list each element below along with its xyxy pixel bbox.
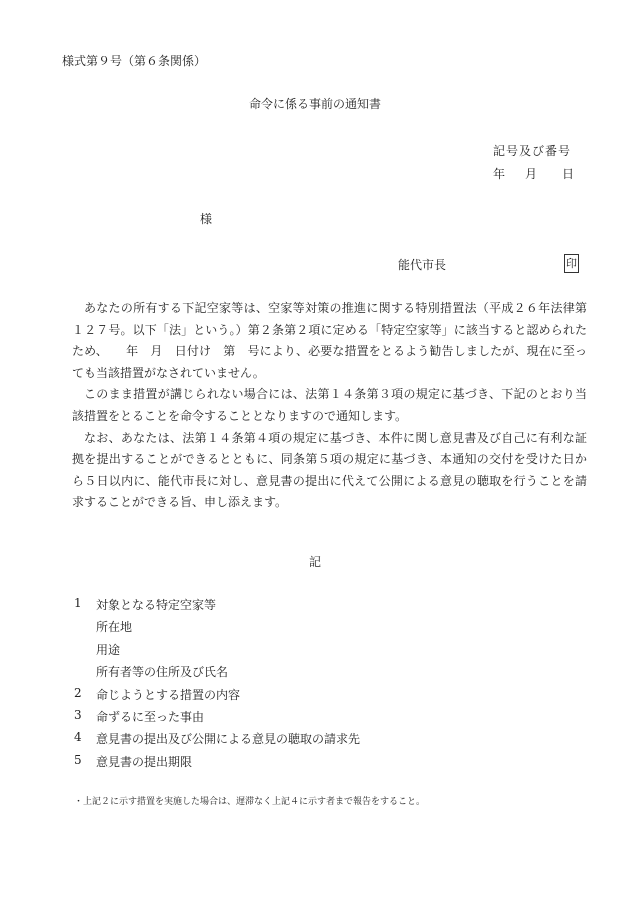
item-label: 対象となる特定空家等	[96, 598, 217, 612]
sender-name: 能代市長	[398, 258, 447, 272]
subitem-usage: 用途	[96, 642, 121, 657]
body-paragraph-2: このまま措置が講じられない場合には、法第１４条第３項の規定に基づき、下記のとおり当該措置をとることを命令することとなりますので通知します。	[72, 387, 587, 423]
list-item	[74, 596, 360, 618]
item-label: 意見書の提出及び公開による意見の聴取の請求先	[96, 732, 361, 747]
record-number: 記号及び番号	[493, 144, 572, 158]
list-item	[74, 753, 360, 775]
date-line	[493, 168, 574, 180]
item-label: 意見書の提出期限	[96, 754, 193, 769]
seal-mark: 印	[564, 254, 579, 273]
date-month: 月	[525, 167, 538, 181]
document-title: 命令に係る事前の通知書	[248, 97, 381, 111]
ki-heading: 記	[308, 555, 321, 569]
date-year: 年	[493, 167, 506, 181]
list-subitem	[74, 641, 360, 663]
notice-body	[72, 298, 587, 514]
subitem-owner: 所有者等の住所及び氏名	[96, 665, 229, 680]
list-item	[74, 686, 360, 708]
addressee-suffix: 様	[200, 212, 213, 226]
list-item	[74, 730, 360, 752]
item-label: 命じようとする措置の内容	[96, 687, 241, 702]
item-number: 5	[74, 752, 82, 767]
body-paragraph-1: あなたの所有する下記空家等は、空家等対策の推進に関する特別措置法（平成２６年法律第１２７号。以下「法」という。）第２条第２項に定める「特定空家等」に該当すると認められたため、 年 月 日付け 第 号により、必要な措置をとるよう勧告しましたが、現在に至っても当該措置がなされていません。	[72, 301, 587, 380]
footnote: ・上記２に示す措置を実施した場合は、遅滞なく上記４に示す者まで報告をすること。	[74, 797, 426, 807]
body-paragraph-3: なお、あなたは、法第１４条第４項の規定に基づき、本件に関し意見書及び自己に有利な証拠を提出することができるとともに、同条第５項の規定に基づき、本通知の交付を受けた日から５日以内に、能代市長に対し、意見書の提出に代えて公開による意見の聴取を行うことを請求することができる旨、申し添えます。	[72, 430, 587, 510]
list-item	[74, 708, 360, 730]
item-number: 2	[74, 685, 82, 700]
item-list	[74, 596, 360, 775]
item-number: 1	[74, 596, 82, 610]
item-label: 命ずるに至った事由	[96, 709, 205, 724]
subitem-location: 所在地	[96, 620, 133, 635]
item-number: 4	[74, 730, 82, 745]
form-number: 様式第９号（第６条関係）	[62, 54, 207, 68]
list-subitem	[74, 663, 360, 685]
item-number: 3	[74, 707, 82, 722]
date-day: 日	[562, 167, 575, 181]
list-subitem	[74, 618, 360, 640]
